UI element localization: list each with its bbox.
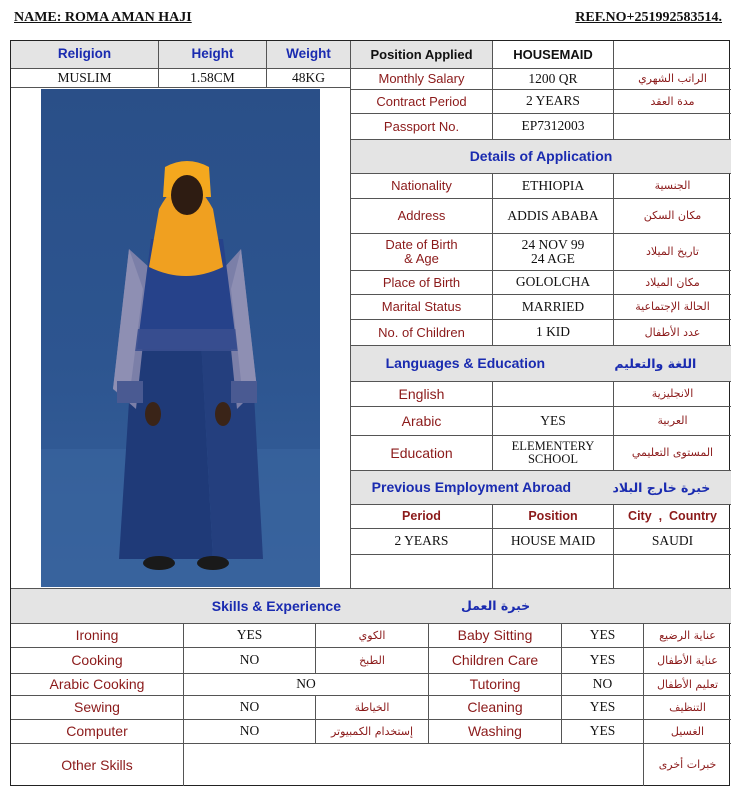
education-label: Education (351, 436, 493, 471)
languages-section-arabic: اللغة والتعليم (614, 355, 697, 371)
height-value: 1.58CM (159, 69, 267, 88)
monthly-salary-label: Monthly Salary (351, 69, 493, 90)
position-applied-label: Position Applied (351, 41, 493, 69)
passport-arabic (614, 114, 731, 140)
weight-value: 48KG (267, 69, 351, 88)
skill-cleaning-value: YES (562, 696, 644, 720)
position-applied-value: HOUSEMAID (493, 41, 614, 69)
skill-washing-value: YES (562, 720, 644, 744)
skill-cooking-label: Cooking (11, 648, 184, 674)
skill-sewing-label: Sewing (11, 696, 184, 720)
skill-arabic-cooking-label: Arabic Cooking (11, 674, 184, 696)
employment-position-header: Position (493, 505, 614, 529)
skill-arabic-cooking-value: NO (184, 674, 429, 696)
skill-computer-arabic: إستخدام الكمبيوتر (316, 720, 429, 744)
employment-section-arabic: خبرة خارج البلاد (612, 479, 711, 495)
address-label: Address (351, 199, 493, 234)
contract-period-arabic: مدة العقد (614, 90, 731, 114)
dob-value: 24 NOV 99 24 AGE (493, 234, 614, 271)
employment-section-header (351, 471, 731, 505)
position-arabic (614, 41, 731, 69)
contract-period-label: Contract Period (351, 90, 493, 114)
address-arabic: مكان السكن (614, 199, 731, 234)
education-arabic: المستوى التعليمي (614, 436, 731, 471)
employment-period-empty (351, 555, 493, 589)
employment-country-header: City , Country (614, 505, 731, 529)
children-label: No. of Children (351, 320, 493, 346)
passport-label: Passport No. (351, 114, 493, 140)
arabic-language-arabic: العربية (614, 407, 731, 436)
skills-section-header (11, 589, 731, 624)
skill-cooking-arabic: الطبخ (316, 648, 429, 674)
skill-children-care-value: YES (562, 648, 644, 674)
application-sheet (10, 40, 730, 786)
place-of-birth-label: Place of Birth (351, 271, 493, 295)
dob-arabic: تاريخ الميلاد (614, 234, 731, 271)
candidate-figure-illustration (41, 89, 320, 587)
contract-period-value: 2 YEARS (493, 90, 614, 114)
skill-computer-value: NO (184, 720, 316, 744)
skill-baby-sitting-label: Baby Sitting (429, 624, 562, 648)
english-label: English (351, 382, 493, 407)
nationality-value: ETHIOPIA (493, 174, 614, 199)
employment-period-header: Period (351, 505, 493, 529)
arabic-language-label: Arabic (351, 407, 493, 436)
employment-position-value: HOUSE MAID (493, 529, 614, 555)
religion-value: MUSLIM (11, 69, 159, 88)
employment-period-value: 2 YEARS (351, 529, 493, 555)
passport-value: EP7312003 (493, 114, 614, 140)
arabic-language-value: YES (493, 407, 614, 436)
skill-baby-sitting-arabic: عناية الرضيع (644, 624, 731, 648)
children-value: 1 KID (493, 320, 614, 346)
place-of-birth-arabic: مكان الميلاد (614, 271, 731, 295)
skill-ironing-label: Ironing (11, 624, 184, 648)
skill-cooking-value: NO (184, 648, 316, 674)
candidate-photo (41, 89, 320, 587)
other-skills-arabic: خبرات أخرى (658, 758, 717, 772)
skill-baby-sitting-value: YES (562, 624, 644, 648)
monthly-salary-value: 1200 QR (493, 69, 614, 90)
marital-status-value: MARRIED (493, 295, 614, 320)
employment-country-empty (614, 555, 731, 589)
skill-cleaning-label: Cleaning (429, 696, 562, 720)
skill-computer-label: Computer (11, 720, 184, 744)
languages-section-header (351, 346, 731, 382)
details-section-title: Details of Application (351, 140, 731, 174)
marital-status-label: Marital Status (351, 295, 493, 320)
skill-washing-label: Washing (429, 720, 562, 744)
skills-section-arabic: خبرة العمل (460, 598, 531, 614)
reference-number: REF.NO+251992583514. (575, 10, 722, 25)
skill-cleaning-arabic: التنظيف (644, 696, 731, 720)
place-of-birth-value: GOLOLCHA (493, 271, 614, 295)
skill-children-care-arabic: عناية الأطفال (644, 648, 731, 674)
skill-sewing-arabic: الخياطة (316, 696, 429, 720)
weight-header: Weight (267, 41, 351, 69)
skill-ironing-value: YES (184, 624, 316, 648)
employment-position-empty (493, 555, 614, 589)
children-arabic: عدد الأطفال (614, 320, 731, 346)
document-header (14, 10, 722, 32)
skill-tutoring-value: NO (562, 674, 644, 696)
english-value (493, 382, 614, 407)
english-arabic: الانجليزية (614, 382, 731, 407)
address-value: ADDIS ABABA (493, 199, 614, 234)
skill-sewing-value: NO (184, 696, 316, 720)
education-value: ELEMENTERY SCHOOL (493, 436, 614, 471)
marital-status-arabic: الحالة الإجتماعية (614, 295, 731, 320)
candidate-name: NAME: ROMA AMAN HAJI (14, 10, 192, 25)
skill-children-care-label: Children Care (429, 648, 562, 674)
nationality-label: Nationality (351, 174, 493, 199)
skills-section-title: Skills & Experience (211, 597, 341, 614)
skill-ironing-arabic: الكوي (316, 624, 429, 648)
nationality-arabic: الجنسية (614, 174, 731, 199)
employment-country-value: SAUDI (614, 529, 731, 555)
monthly-salary-arabic: الراتب الشهري (614, 69, 731, 90)
languages-section-title: Languages & Education (385, 355, 546, 372)
employment-section-title: Previous Employment Abroad (371, 479, 572, 496)
religion-header: Religion (11, 41, 159, 69)
other-skills-label: Other Skills (11, 744, 184, 786)
other-skills-value (184, 744, 644, 786)
skill-tutoring-arabic: تعليم الأطفال (644, 674, 731, 696)
skill-tutoring-label: Tutoring (429, 674, 562, 696)
dob-label: Date of Birth & Age (351, 234, 493, 271)
height-header: Height (159, 41, 267, 69)
skill-washing-arabic: الغسيل (644, 720, 731, 744)
